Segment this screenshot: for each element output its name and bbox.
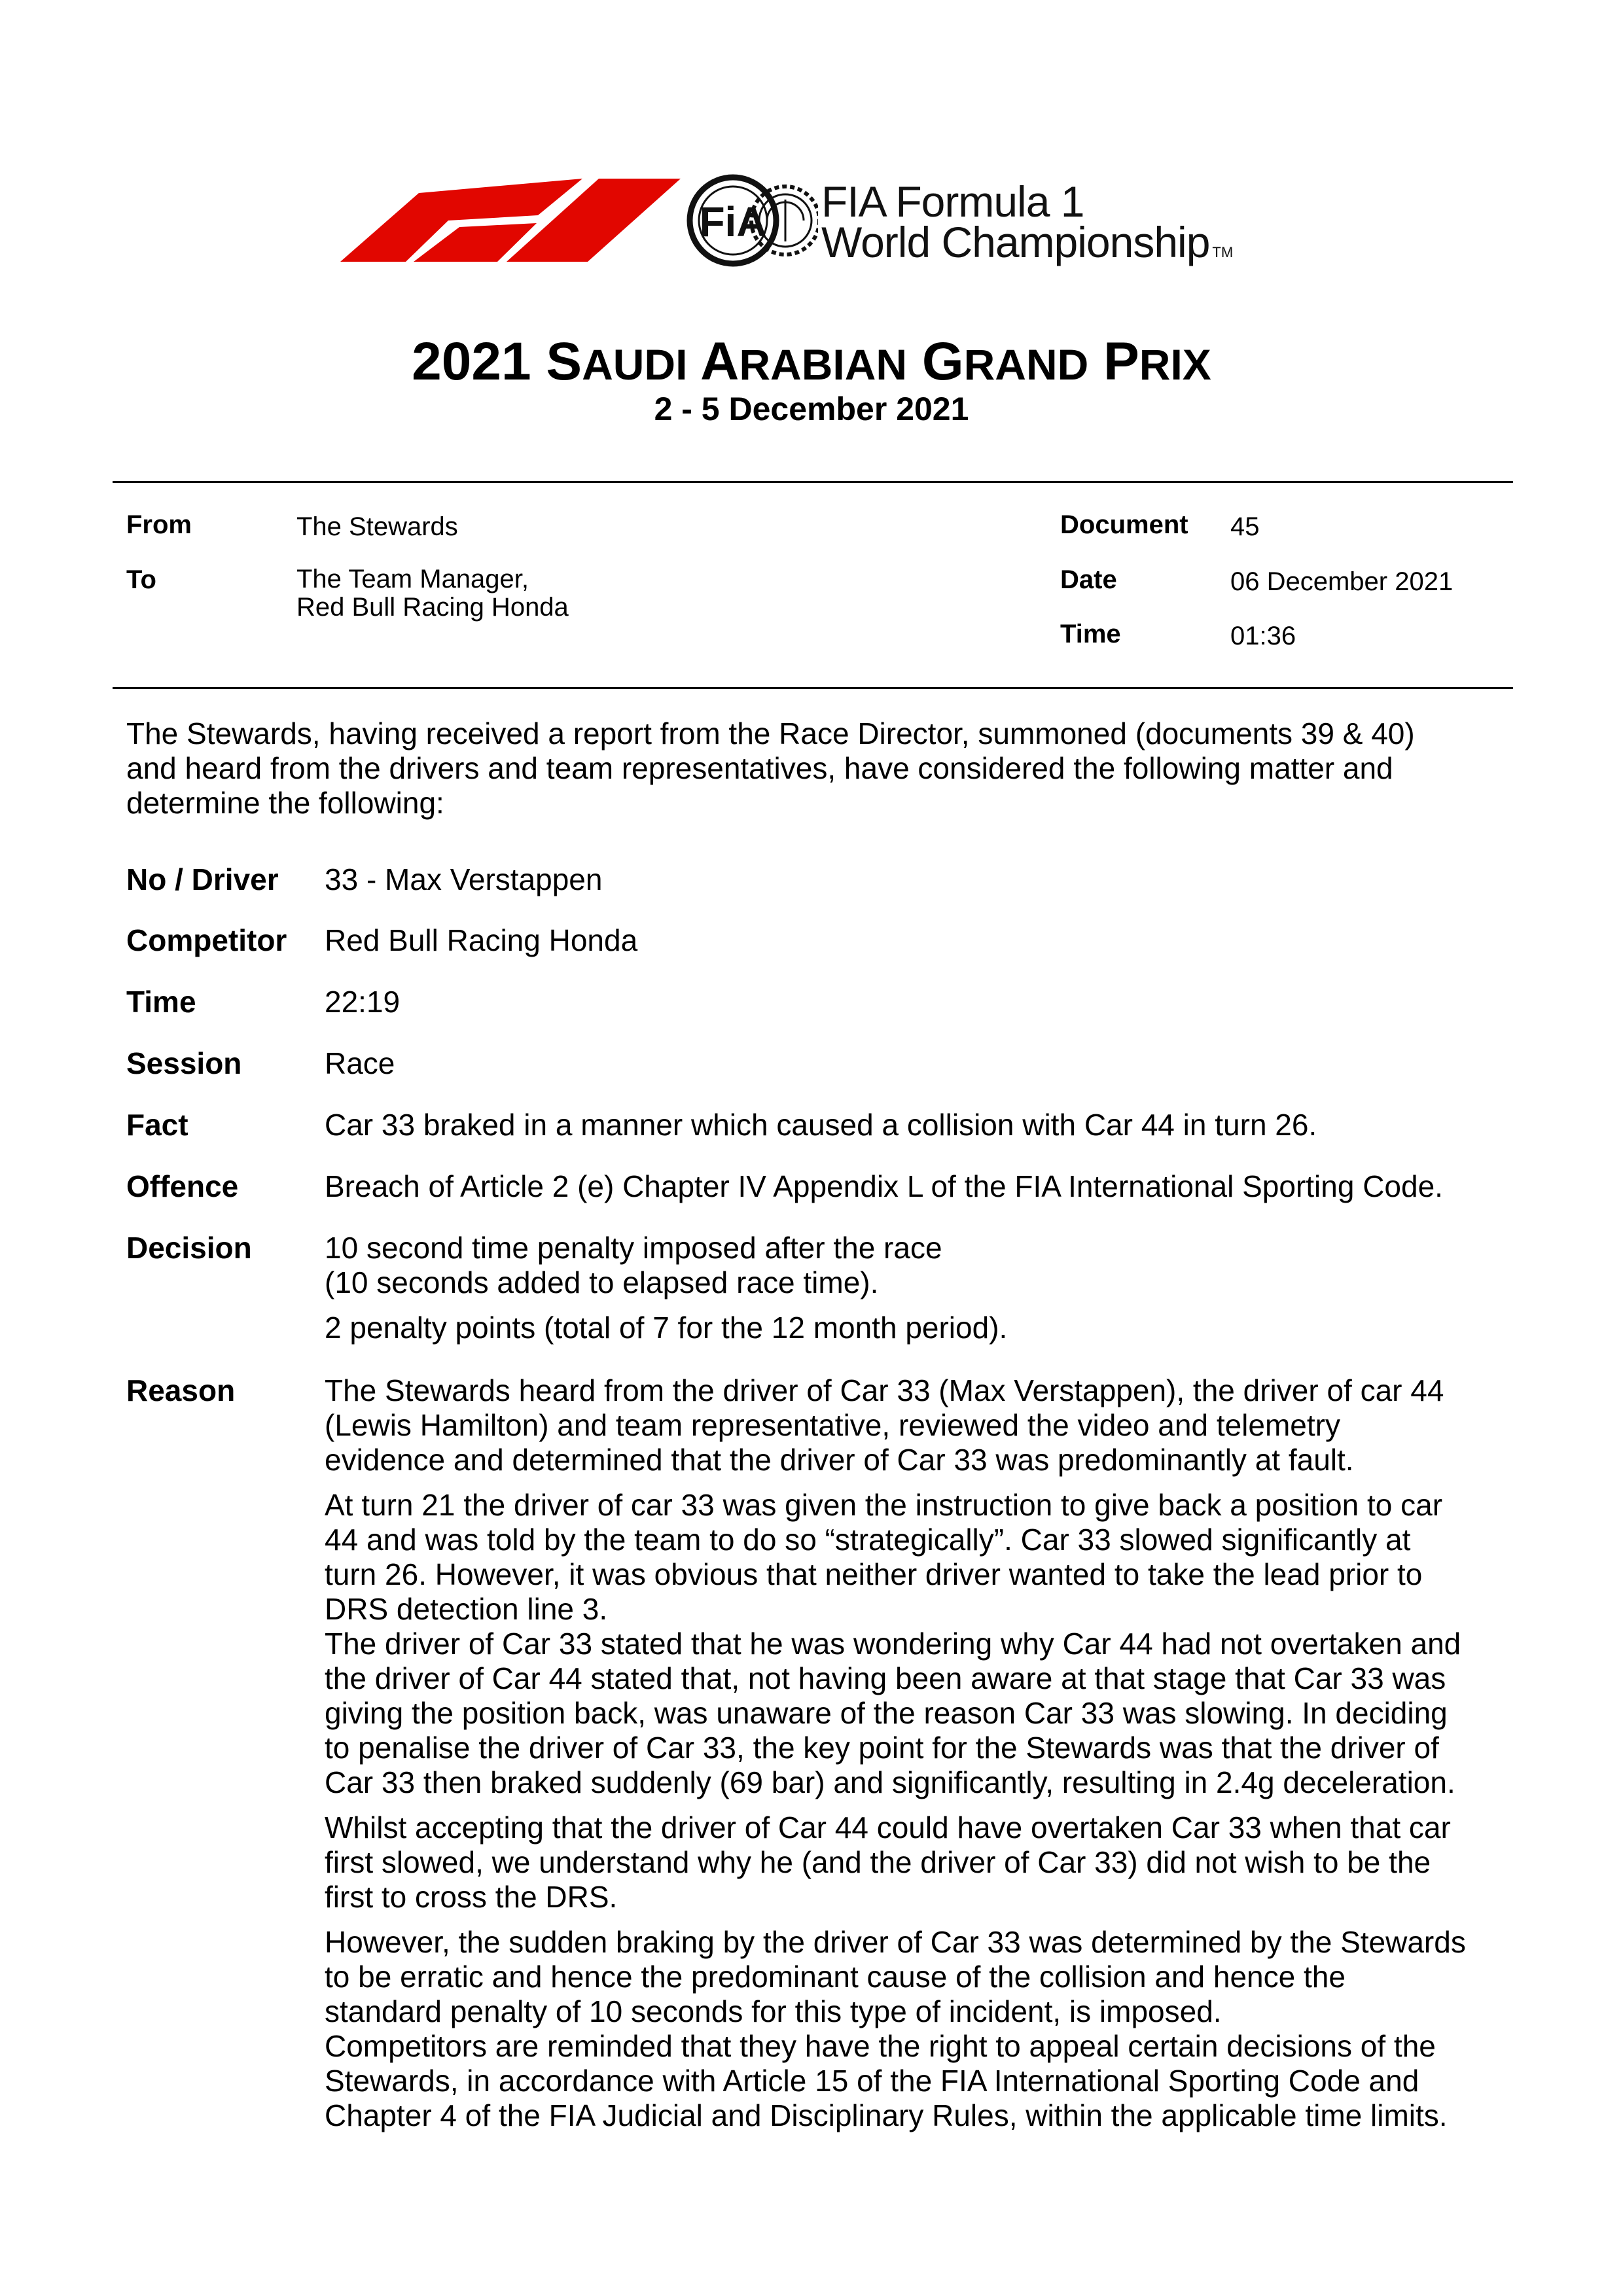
- logo-subtitle: World Championship TM: [821, 218, 1234, 266]
- field-label: Offence: [126, 1169, 239, 1203]
- reason-paragraph: However, the sudden braking by the driver of Car 33 was determined by the Stewards to be erratic and hence the predominant cause of the collision and hence the standard penalty of 10 seconds for this type of incident, is imposed. Competitors are reminded that they have the right to appeal certain decisions of the Stewards, in accordance with Article 15 of the FIA International Sporting Code and Chapter 4 of the FIA Judicial and Disciplinary Rules, within the applicable time limits.: [325, 1925, 1466, 2132]
- from-value: The Stewards: [296, 512, 458, 541]
- time-label: Time: [1060, 620, 1121, 648]
- f1-logo-icon: [340, 173, 818, 278]
- time-value: 01:36: [1230, 622, 1296, 650]
- field-label: No / Driver: [126, 862, 279, 896]
- trademark: TM: [1212, 244, 1234, 260]
- logo-title: FIA Formula 1: [821, 177, 1084, 226]
- field-value: Race: [325, 1046, 395, 1080]
- field-label: Session: [126, 1046, 242, 1080]
- field-value: Car 33 braked in a manner which caused a collision with Car 44 in turn 26.: [325, 1108, 1317, 1142]
- field-label: Time: [126, 985, 196, 1019]
- field-value: [325, 1373, 1519, 2144]
- field-label: Reason: [126, 1373, 236, 1407]
- divider: [113, 481, 1513, 483]
- intro-paragraph: The Stewards, having received a report from the Race Director, summoned (documents 39 & 40) and heard from the drivers and team representatives, have considered the following matter and determine the following:: [126, 716, 1415, 820]
- field-value: 22:19: [325, 985, 401, 1019]
- to-label: To: [126, 565, 156, 594]
- field-value: Breach of Article 2 (e) Chapter IV Appendix L of the FIA International Sporting Code.: [325, 1169, 1443, 1203]
- event-dates: 2 - 5 December 2021: [654, 391, 969, 427]
- field-label: Fact: [126, 1108, 188, 1142]
- page-title: 2021 SAUDI ARABIAN GRAND PRIX: [412, 332, 1211, 391]
- field-label: Competitor: [126, 923, 287, 957]
- field-label: Decision: [126, 1231, 252, 1265]
- from-label: From: [126, 510, 192, 539]
- fia-emblem-icon: [690, 177, 818, 264]
- reason-paragraph: At turn 21 the driver of car 33 was given the instruction to give back a position to car 44 and was told by the team to do so “strategically”. Car 33 slowed significantly at turn 26. However, it was obvious that neither driver wanted to take the lead prior to DRS detection line 3. The driver of Car 33 stated that he was wondering why Car 44 had not overtaken and the driver of Car 44 stated that, not having been aware at that stage that Car 33 was giving the position back, was unaware of the reason Car 33 was slowing. In deciding to penalise the driver of Car 33, the key point for the Stewards was that the driver of Car 33 then braked suddenly (69 bar) and significantly, resulting in 2.4g deceleration.: [325, 1488, 1461, 1799]
- document-label: Document: [1060, 510, 1188, 539]
- date-label: Date: [1060, 565, 1117, 594]
- reason-paragraph: The Stewards heard from the driver of Car 33 (Max Verstappen), the driver of car 44 (Lewis Hamilton) and team representative, reviewed the video and telemetry evidence and determined that the driver of Car 33 was predominantly at fault.: [325, 1373, 1444, 1477]
- divider: [113, 687, 1513, 689]
- field-value: Red Bull Racing Honda: [325, 923, 638, 957]
- reason-paragraph: Whilst accepting that the driver of Car 44 could have overtaken Car 33 when that car first slowed, we understand why he (and the driver of Car 33) did not wish to be the first to cross the DRS.: [325, 1810, 1451, 1914]
- field-value: 33 - Max Verstappen: [325, 862, 603, 896]
- document-value: 45: [1230, 512, 1260, 541]
- field-value: 10 second time penalty imposed after the race (10 seconds added to elapsed race time). 2 penalty points (total of 7 for the 12 month period).: [325, 1231, 1008, 1345]
- fia-f1-logo: [340, 173, 1322, 278]
- to-value: The Team Manager, Red Bull Racing Honda: [296, 565, 569, 622]
- date-value: 06 December 2021: [1230, 567, 1454, 596]
- svg-text:FiA: FiA: [699, 198, 767, 245]
